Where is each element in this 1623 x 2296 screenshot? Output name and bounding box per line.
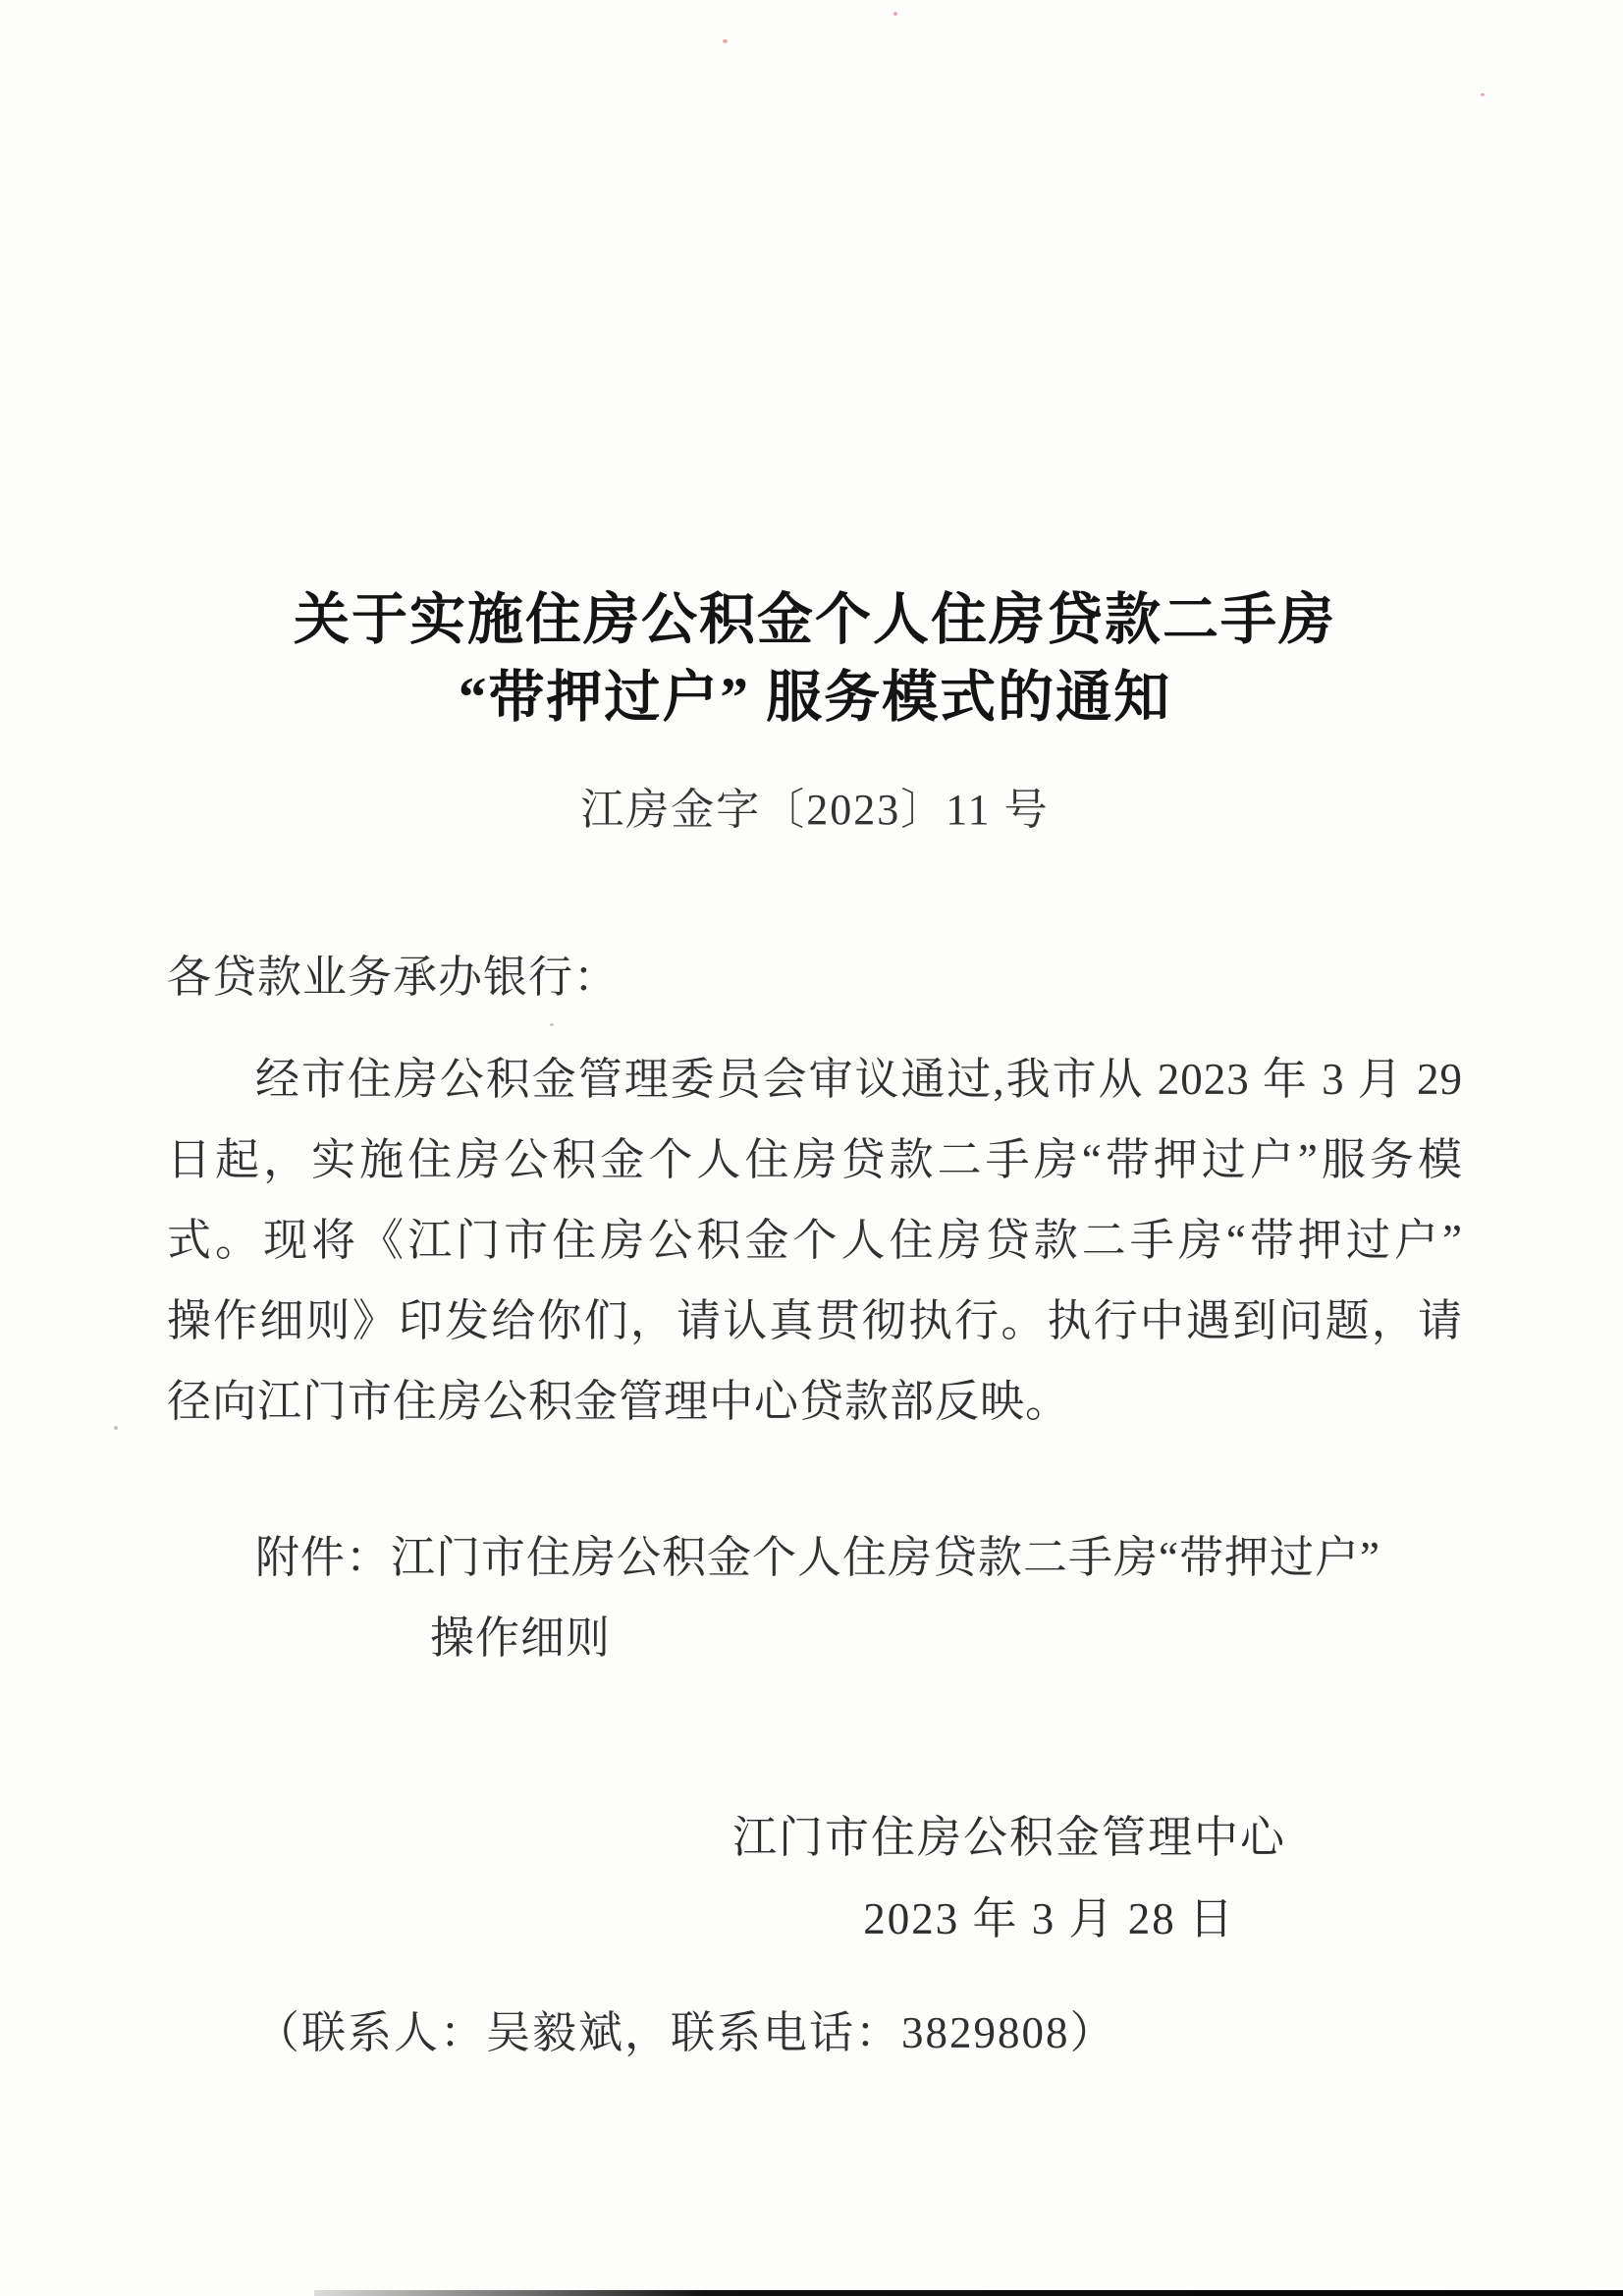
document-title-line1: 关于实施住房公积金个人住房贷款二手房 [294,589,1336,651]
signature-date: 2023 年 3 月 28 日 [863,1894,1235,1943]
document-number: 江房金字〔2023〕11 号 [580,786,1050,834]
scan-speck [893,12,897,16]
document-content [167,0,1463,2062]
document-title [167,0,1463,737]
paragraph-line: 日起，实施住房公积金个人住房贷款二手房“带押过户”服务模 [167,1135,1463,1184]
document-title-line2: “带押过户” 服务模式的通知 [458,667,1172,729]
scan-edge-artifact [314,2290,1623,2296]
salutation: 各贷款业务承办银行： [167,953,620,1002]
attachment-line2: 操作细则 [430,1613,612,1663]
scan-speck [550,1023,554,1026]
attachment-line1: 附件：江门市住房公积金个人住房贷款二手房“带押过户” [255,1533,1380,1582]
attachment-section [167,1517,1463,1678]
scan-speck [1481,93,1485,96]
scan-speck [114,1426,118,1430]
body-paragraph [167,1039,1463,1442]
contact-info: （联系人：吴毅斌，联系电话：3829808） [255,2008,1116,2057]
scan-speck [723,39,728,43]
paragraph-line: 径向江门市住房公积金管理中心贷款部反映。 [167,1377,1071,1426]
paragraph-line: 经市住房公积金管理委员会审议通过,我市从 2023 年 3 月 29 [255,1055,1463,1104]
paragraph-line: 操作细则》印发给你们，请认真贯彻执行。执行中遇到问题，请 [167,1296,1463,1345]
paragraph-line: 式。现将《江门市住房公积金个人住房贷款二手房“带押过户” [167,1216,1463,1265]
signature-org: 江门市住房公积金管理中心 [731,1813,1286,1862]
